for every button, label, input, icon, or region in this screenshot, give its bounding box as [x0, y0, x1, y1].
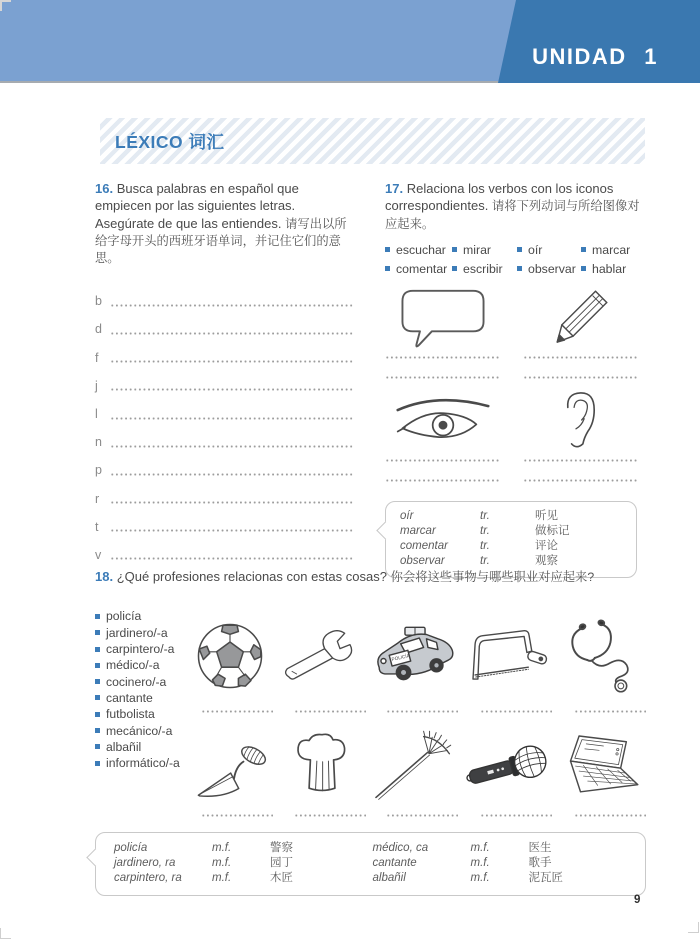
object-icon-cell	[187, 608, 273, 713]
letter-blank-row	[95, 477, 353, 505]
objects-icons-grid	[187, 608, 646, 817]
profession-label: jardinero/-a	[106, 625, 168, 640]
object-icon-cell	[558, 608, 646, 713]
soccer-ball-icon	[195, 621, 265, 691]
ear-icon	[559, 388, 603, 452]
answer-dotted-line	[110, 445, 353, 448]
profession-label: futbolista	[106, 707, 155, 722]
exercise-16-instruction-es: Busca palabras en español que empiecen por las siguientes letras. Asegúrate de que las entiendes.	[95, 181, 299, 231]
profession-label: carpintero/-a	[106, 642, 175, 657]
vocab-row	[373, 871, 632, 886]
vocab-abbr: tr.	[480, 509, 490, 522]
vocab-abbr: tr.	[480, 539, 490, 552]
vocab-translation: 观察	[535, 554, 558, 567]
vocab-group-left	[114, 841, 373, 886]
section-band	[100, 118, 645, 164]
verb-option	[517, 262, 581, 276]
answer-dotted-line	[294, 814, 366, 817]
stethoscope-icon	[563, 619, 641, 693]
vocab-row	[400, 539, 624, 554]
unit-title: UNIDAD 1	[532, 44, 658, 69]
square-bullet-icon	[95, 695, 100, 700]
verb-label: observar	[528, 261, 576, 276]
verb-options-list	[385, 243, 647, 276]
section-title: LÉXICO 词汇	[115, 131, 225, 152]
profession-label: cantante	[106, 690, 153, 705]
vocab-word: jardinero, ra	[114, 857, 176, 869]
square-bullet-icon	[95, 663, 100, 668]
vocab-translation: 泥瓦匠	[528, 872, 563, 884]
square-bullet-icon	[452, 266, 457, 271]
answer-dotted-line	[385, 356, 501, 359]
verb-option	[385, 243, 452, 257]
profession-option	[95, 608, 187, 624]
square-bullet-icon	[452, 247, 457, 252]
letter-label: v	[95, 547, 102, 562]
vocab-translation: 园丁	[270, 857, 293, 869]
profession-label: cocinero/-a	[106, 674, 167, 689]
exercise-18-instruction-zh: 你会将这些事物与哪些职业对应起来?	[390, 570, 595, 584]
answer-dotted-line	[110, 360, 353, 363]
square-bullet-icon	[95, 647, 100, 652]
answer-dotted-line	[523, 356, 639, 359]
speech-bubble-icon	[395, 286, 491, 348]
trim-mark-bottom-right	[688, 922, 699, 933]
vocab-word: marcar	[400, 524, 436, 537]
match-icon-cell	[523, 389, 639, 482]
vocab-translation: 做标记	[535, 524, 570, 537]
answer-dotted-line	[523, 479, 639, 482]
letter-blank-row	[95, 336, 353, 364]
vocab-word: comentar	[400, 539, 448, 552]
square-bullet-icon	[517, 266, 522, 271]
letter-label: b	[95, 294, 102, 309]
profession-option	[95, 657, 187, 673]
profession-label: informático/-a	[106, 756, 180, 771]
vocab-row	[114, 856, 373, 871]
page-number: 9	[634, 894, 641, 906]
trowel-icon	[193, 731, 267, 799]
square-bullet-icon	[95, 712, 100, 717]
laptop-icon	[558, 731, 646, 799]
exercise-16-instruction-zh: 请写出以所给字母开头的西班牙语单词，并记住它们的意思。	[95, 216, 347, 266]
object-icon-cell	[187, 713, 273, 817]
wrench-icon	[282, 630, 362, 682]
object-icon-cell	[464, 713, 552, 817]
vocab-abbr: m.f.	[470, 857, 490, 869]
exercise-18-number: 18.	[95, 569, 114, 584]
object-icon-cell	[279, 713, 365, 817]
exercise-17-instruction	[385, 180, 647, 232]
exercise-17	[385, 180, 647, 578]
answer-dotted-line	[386, 814, 458, 817]
vocab-row	[373, 841, 632, 856]
saw-icon	[466, 627, 550, 685]
police-car-icon	[372, 623, 458, 689]
match-icons-grid	[385, 286, 647, 482]
unit-header-band	[0, 0, 700, 83]
answer-dotted-line	[385, 459, 501, 462]
trim-mark-bottom-left	[0, 928, 11, 939]
vocab-word: observar	[400, 554, 445, 567]
object-icon-cell	[372, 608, 458, 713]
letter-label: r	[95, 491, 100, 506]
vocab-translation: 木匠	[270, 872, 293, 884]
verb-option	[385, 262, 452, 276]
answer-dotted-line	[110, 557, 353, 560]
verb-option	[452, 243, 517, 257]
verb-option	[581, 262, 641, 276]
profession-option	[95, 706, 187, 722]
exercise-17-instruction-es: Relaciona los verbos con los iconos correspondientes.	[385, 181, 614, 214]
exercise-18-instruction	[95, 568, 646, 585]
vocab-row	[114, 841, 373, 856]
vocab-translation: 听见	[535, 509, 558, 522]
verb-label: hablar	[592, 261, 627, 276]
profession-option	[95, 641, 187, 657]
letter-blank-row	[95, 421, 353, 449]
vocab-row	[373, 856, 632, 871]
vocab-bubble-18	[95, 832, 646, 896]
vocab-abbr: m.f.	[470, 842, 490, 854]
microphone-icon	[464, 737, 552, 793]
letter-label: p	[95, 463, 102, 478]
vocab-translation: 医生	[528, 842, 552, 854]
verb-label: mirar	[463, 242, 492, 257]
verb-label: escuchar	[396, 242, 446, 257]
square-bullet-icon	[385, 266, 390, 271]
vocab-word: albañil	[372, 872, 406, 884]
exercise-18-instruction-es: ¿Qué profesiones relacionas con estas cosas?	[116, 569, 387, 584]
answer-dotted-line	[385, 376, 501, 379]
vocab-translation: 评论	[535, 539, 558, 552]
answer-dotted-line	[110, 473, 353, 476]
vocab-abbr: tr.	[480, 554, 490, 567]
match-icon-cell	[385, 286, 501, 379]
letter-blank-row	[95, 505, 353, 533]
profession-option	[95, 755, 187, 771]
profession-option	[95, 674, 187, 690]
vocab-word: policía	[114, 842, 148, 854]
letter-blank-row	[95, 449, 353, 477]
exercise-16	[95, 180, 353, 561]
verb-option	[452, 262, 517, 276]
rake-icon	[372, 727, 458, 803]
vocab-word: cantante	[372, 857, 417, 869]
profession-label: médico/-a	[106, 658, 160, 673]
profession-option	[95, 690, 187, 706]
vocab-translation: 警察	[270, 842, 293, 854]
answer-dotted-line	[110, 501, 353, 504]
letter-blank-row	[95, 392, 353, 420]
square-bullet-icon	[95, 614, 100, 619]
pencil-icon	[548, 284, 614, 350]
square-bullet-icon	[95, 679, 100, 684]
verb-label: oír	[528, 242, 543, 257]
letter-label: j	[95, 378, 98, 393]
answer-dotted-line	[201, 814, 273, 817]
vocab-abbr: m.f.	[212, 857, 232, 869]
object-icon-cell	[558, 713, 646, 817]
verb-option	[581, 243, 641, 257]
square-bullet-icon	[95, 728, 100, 733]
answer-dotted-line	[110, 304, 353, 307]
answer-dotted-line	[110, 529, 353, 532]
square-bullet-icon	[517, 247, 522, 252]
object-icon-cell	[372, 713, 458, 817]
vocab-group-right	[373, 841, 632, 886]
letter-label: l	[95, 407, 98, 422]
vocab-row	[400, 524, 624, 539]
vocab-word: oír	[400, 509, 414, 522]
answer-dotted-line	[110, 388, 353, 391]
chef-hat-icon	[293, 730, 351, 800]
exercise-18	[95, 568, 646, 817]
letter-label: t	[95, 519, 99, 534]
square-bullet-icon	[385, 247, 390, 252]
exercise-16-number: 16.	[95, 181, 114, 196]
square-bullet-icon	[581, 266, 586, 271]
answer-dotted-line	[385, 479, 501, 482]
trim-mark-top-left	[0, 0, 11, 11]
answer-dotted-line	[574, 814, 646, 817]
square-bullet-icon	[95, 761, 100, 766]
object-icon-cell	[279, 608, 365, 713]
unit-header-dark-panel	[498, 0, 700, 83]
letter-label: d	[95, 322, 102, 337]
letter-blank-row	[95, 280, 353, 308]
vocab-row	[114, 871, 373, 886]
letter-blank-row	[95, 533, 353, 561]
answer-dotted-line	[110, 417, 353, 420]
verb-label: comentar	[396, 261, 448, 276]
letter-label: f	[95, 350, 99, 365]
exercise-17-number: 17.	[385, 181, 404, 196]
vocab-translation: 歌手	[528, 857, 552, 869]
square-bullet-icon	[95, 744, 100, 749]
vocab-abbr: tr.	[480, 524, 490, 537]
exercise-17-instruction-zh: 请将下列动词与所给图像对应起来。	[385, 199, 640, 231]
vocab-abbr: m.f.	[212, 842, 232, 854]
verb-label: escribir	[463, 261, 503, 276]
square-bullet-icon	[581, 247, 586, 252]
object-icon-cell	[464, 608, 552, 713]
profession-option	[95, 625, 187, 641]
vocab-word: carpintero, ra	[114, 872, 182, 884]
answer-dotted-line	[523, 376, 639, 379]
verb-option	[517, 243, 581, 257]
vocab-row	[400, 554, 624, 569]
vocab-bubble-17	[385, 501, 637, 578]
profession-label: mecánico/-a	[106, 723, 173, 738]
vocab-abbr: m.f.	[470, 872, 490, 884]
letter-blank-row	[95, 364, 353, 392]
answer-dotted-line	[523, 459, 639, 462]
match-icon-cell	[523, 286, 639, 379]
match-icon-cell	[385, 389, 501, 482]
answer-dotted-line	[480, 814, 552, 817]
profession-option	[95, 739, 187, 755]
letter-label: n	[95, 435, 102, 450]
profession-label: policía	[106, 609, 142, 624]
square-bullet-icon	[95, 630, 100, 635]
eye-icon	[391, 391, 495, 449]
professions-list	[95, 608, 187, 817]
police-car-label: POLICÍA	[390, 653, 410, 663]
exercise-16-instruction	[95, 180, 353, 267]
profession-label: albañil	[106, 739, 142, 754]
vocab-row	[400, 509, 624, 524]
letter-blanks-list	[95, 280, 353, 562]
verb-label: marcar	[592, 242, 631, 257]
vocab-word: médico, ca	[372, 842, 429, 854]
answer-dotted-line	[110, 332, 353, 335]
letter-blank-row	[95, 308, 353, 336]
vocab-abbr: m.f.	[212, 872, 232, 884]
profession-option	[95, 722, 187, 738]
